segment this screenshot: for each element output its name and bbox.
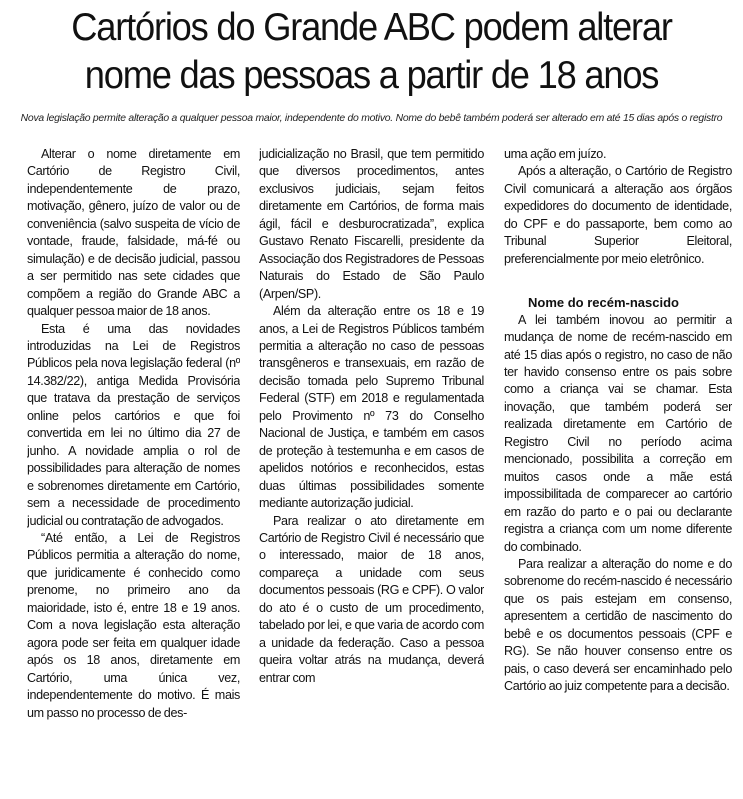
paragraph: Alterar o nome diretamente em Cartório de Registro Civil, independentemente de prazo, motivação, gênero, juízo de valor ou de conveniência (salvo suspeita de vício de vontade, fraude, falsidade, má-fé ou simulação) e de decisão judicial, passou a ser permitido nas sete cidades que compõem a região do Grande ABC a qualquer pessoa maior de 18 anos.	[27, 147, 240, 319]
column-2	[259, 146, 484, 796]
headline	[26, 0, 717, 100]
paragraph: A lei também inovou ao permitir a mudança de nome de recém-nascido em até 15 dias após o registro, no caso de não ter havido consenso entre os pais sobre como a criança vai se chamar. Esta inovação, que também poderá ser realizada diretamente em Cartório de Registro Civil no período acima mencionado, possibilita a correção em muitos casos onde a mãe está impossibilitada de comparecer ao cartório em razão do parto e o pai ou declarante registra a criança com um nome diferente do combinado.	[504, 312, 732, 554]
paragraph: Esta é uma das novidades introduzidas na Lei de Registros Públicos pela nova legislação federal (nº 14.382/22), antiga Medida Provisória que tratava da prestação de serviços online pelos cartórios e que foi convertida em lei no último dia 27 de junho. A novidade amplia o rol de possibilidades para alteração de nomes e sobrenomes diretamente em Cartório, sem a necessidade de procedimento judicial ou contratação de advogados.	[27, 321, 240, 528]
paragraph: uma ação em juízo.	[504, 147, 607, 161]
paragraph: judicialização no Brasil, que tem permitido que diversos procedimentos, antes exclusivos judiciais, sejam feitos diretamente em Cartórios, de forma mais ágil, fácil e desburocratizada”, explica Gustavo Renato Fiscarelli, presidente da Associação dos Registradores de Pessoas Naturais do Estado de São Paulo (Arpen/SP).	[259, 147, 484, 301]
column-1	[27, 146, 240, 796]
headline-line-2: nome das pessoas a partir de 18 anos	[84, 54, 659, 97]
subheadline: Nova legislação permite alteração a qualquer pessoa maior, independente do motivo. Nome do bebê também poderá ser alterado em até 15 dias após o registro	[20, 113, 723, 124]
paragraph: Para realizar a alteração do nome e do sobrenome do recém-nascido é necessário que os pais estejam em consenso, apresentem a certidão de nascimento do bebê e os documentos pessoais (CPF e RG). Se não houver consenso entre os pais, o caso deverá ser encaminhado pelo Cartório ao juiz competente para a decisão.	[504, 557, 732, 694]
section-heading: Nome do recém-nascido	[528, 295, 679, 311]
paragraph: Para realizar o ato diretamente em Cartório de Registro Civil é necessário que o interessado, maior de 18 anos, compareça a unidade com seus documentos pessoais (RG e CPF). O valor do ato é o custo de um procedimento, tabelado por lei, e que varia de acordo com a unidade da federação. Caso a pessoa queira voltar atrás na mudança, deverá entrar com	[259, 513, 484, 685]
column-3	[504, 146, 732, 796]
headline-line-1: Cartórios do Grande ABC podem alterar	[71, 6, 672, 49]
article-body	[0, 146, 743, 796]
paragraph: Além da alteração entre os 18 e 19 anos, a Lei de Registros Públicos também permitia a alteração no caso de pessoas transgêneros e transexuais, em razão de decisão tomada pelo Supremo Tribunal Federal (STF) em 2018 e regulamentada pelo Provimento nº 73 do Conselho Nacional de Justiça, e também em casos de proteção à testemunha e em casos de apelidos notórios e reconhecidos, estas duas últimas possibilidades somente mediante autorização judicial.	[259, 304, 484, 511]
paragraph: “Até então, a Lei de Registros Públicos permitia a alteração do nome, que juridicamente é conhecido como prenome, no primeiro ano da maioridade, isto é, entre 18 e 19 anos. Com a nova legislação esta alteração agora pode ser feita em qualquer idade após os 18 anos, diretamente em Cartório, uma única vez, independentemente do motivo. É mais um passo no processo de des-	[27, 530, 240, 720]
paragraph: Após a alteração, o Cartório de Registro Civil comunicará a alteração aos órgãos expedidores do documento de identidade, do CPF e do passaporte, bem como ao Tribunal Superior Eleitoral, preferencialmente por meio eletrônico.	[504, 164, 732, 266]
